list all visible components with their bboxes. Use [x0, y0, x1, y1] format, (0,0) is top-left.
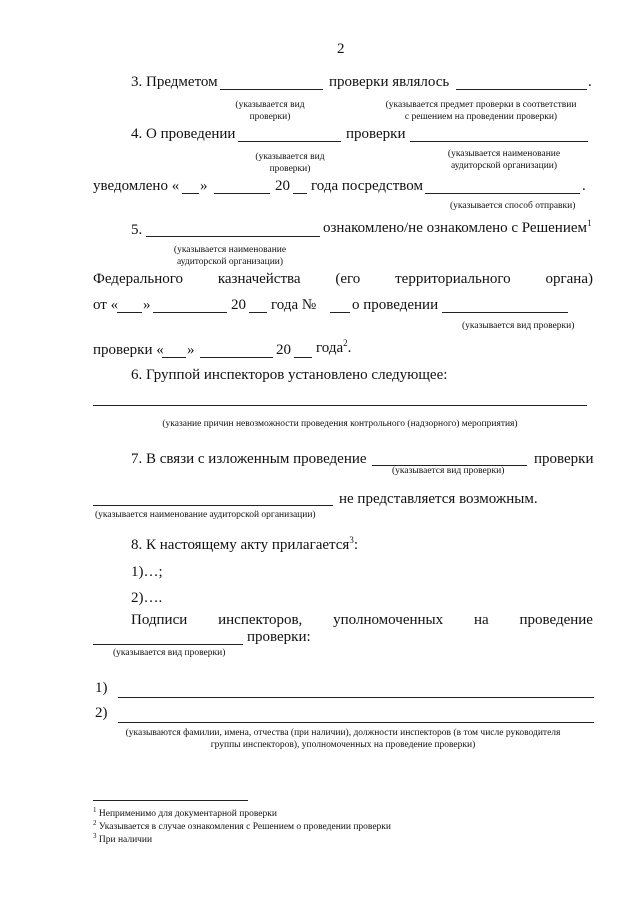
s5-row2-w1: Федерального — [93, 271, 184, 287]
s5-row3-e: о проведении — [352, 297, 439, 313]
s4-hint-type: (указывается вид проверки) — [255, 152, 325, 174]
s5-hint-type: (указывается вид проверки) — [462, 321, 575, 331]
s4-type-line — [238, 141, 341, 142]
s5-row3-a: от « — [93, 297, 119, 313]
s4-month-line — [214, 193, 270, 194]
sig-row1-w5: проведение — [519, 612, 593, 628]
s5-day-line — [117, 312, 142, 313]
page-number: 2 — [337, 41, 345, 57]
s5-row4-d: года$^2$. — [316, 338, 352, 356]
s7-org-line — [93, 505, 333, 506]
s5-row4-year-line — [294, 357, 312, 358]
s4-line2-a: уведомлено « — [93, 178, 180, 194]
s4-line2-end: . — [582, 178, 586, 194]
s7-line2: не представляется возможным. — [339, 491, 538, 507]
s3-hint-type: (указывается вид проверки) — [235, 100, 305, 122]
s3-type-line — [220, 89, 323, 90]
s4-line2-c: 20 — [275, 178, 290, 194]
s5-row3-d: года № — [271, 297, 317, 313]
s4-year-line — [293, 193, 307, 194]
s3-middle: проверки являлось — [329, 74, 450, 90]
s4-org-line — [410, 141, 588, 142]
s8-item2: 2)…. — [131, 590, 163, 606]
s7-prefix: 7. В связи с изложенным проведение — [131, 451, 367, 467]
s5-row4-day-line — [162, 357, 186, 358]
s4-middle: проверки — [346, 126, 406, 142]
s5-row4-month-line — [200, 357, 273, 358]
signatures-row1 — [131, 611, 593, 629]
signatures-row2: проверки: — [247, 629, 311, 645]
sig-line1 — [118, 697, 594, 698]
footnote-separator — [93, 800, 248, 801]
s4-line2-b: » — [200, 178, 208, 194]
s4-day-line — [182, 193, 199, 194]
s4-hint-org: (указывается наименование аудиторской организации) — [447, 149, 561, 171]
s5-number-line — [330, 312, 350, 313]
s8-text: 8. К настоящему акту прилагается$^3$: — [131, 535, 359, 553]
s5-org-line — [146, 236, 320, 237]
s8-item1: 1)…; — [131, 564, 163, 580]
s7-hint-org: (указывается наименование аудиторской организации) — [95, 510, 316, 520]
sig-row1-w3: уполномоченных — [333, 612, 444, 628]
s5-row2-w3: (его — [335, 271, 361, 287]
s6-line — [93, 405, 587, 406]
s7-hint-type: (указывается вид проверки) — [392, 466, 505, 476]
s5-text: ознакомлено/не ознакомлено с Решением$^1$ — [323, 218, 592, 236]
sig-n2: 2) — [95, 705, 108, 721]
s5-year-line — [249, 312, 267, 313]
footnote-2: $^2$ Указывается в случае ознакомления с Решением о проведении проверки — [93, 818, 392, 832]
sig-hint-names: (указываются фамилии, имена, отчества (при наличии), должности инспекторов (в том числе руководителя группы инспекторов), уполномоченных на проведение проверки) — [125, 728, 561, 750]
s5-row2 — [93, 270, 593, 288]
s4-prefix: 4. О проведении — [131, 126, 236, 142]
footnote-3: $^3$ При наличии — [93, 831, 153, 845]
s3-end: . — [588, 74, 592, 90]
s7-suffix: проверки — [534, 451, 594, 467]
s5-prefix: 5. — [131, 222, 143, 238]
s5-hint-org: (указывается наименование аудиторской организации) — [173, 245, 287, 267]
s3-subject-line — [456, 89, 587, 90]
s5-row3-c: 20 — [231, 297, 246, 313]
s6-hint: (указание причин невозможности проведения контрольного (надзорного) мероприятия) — [162, 419, 518, 429]
footnote-1: $^1$ Неприменимо для документарной проверки — [93, 805, 277, 819]
s5-row2-w5: органа) — [545, 271, 593, 287]
sig-row1-w2: инспекторов, — [218, 612, 303, 628]
sig-n1: 1) — [95, 680, 108, 696]
s4-line2-d: года посредством — [311, 178, 423, 194]
s5-type-line — [442, 312, 568, 313]
s6-text: 6. Группой инспекторов установлено следующее: — [131, 367, 448, 383]
s4-method-line — [425, 193, 580, 194]
sig-row1-w1: Подписи — [131, 612, 188, 628]
s5-row4-c: 20 — [276, 342, 291, 358]
sig-type-line — [93, 644, 243, 645]
s5-row2-w4: территориального — [395, 271, 511, 287]
s5-row4-b: » — [187, 342, 195, 358]
sig-hint-type: (указывается вид проверки) — [113, 648, 226, 658]
s3-prefix: 3. Предметом — [131, 74, 218, 90]
s3-hint-subject: (указывается предмет проверки в соответствии с решением на проведении проверки) — [385, 100, 577, 122]
sig-line2 — [118, 722, 594, 723]
s5-row3-b: » — [143, 297, 151, 313]
s4-hint-method: (указывается способ отправки) — [450, 201, 576, 211]
s5-row4-a: проверки « — [93, 342, 164, 358]
s5-month-line — [153, 312, 227, 313]
sig-row1-w4: на — [473, 612, 489, 628]
s5-row2-w2: казначейства — [217, 271, 301, 287]
